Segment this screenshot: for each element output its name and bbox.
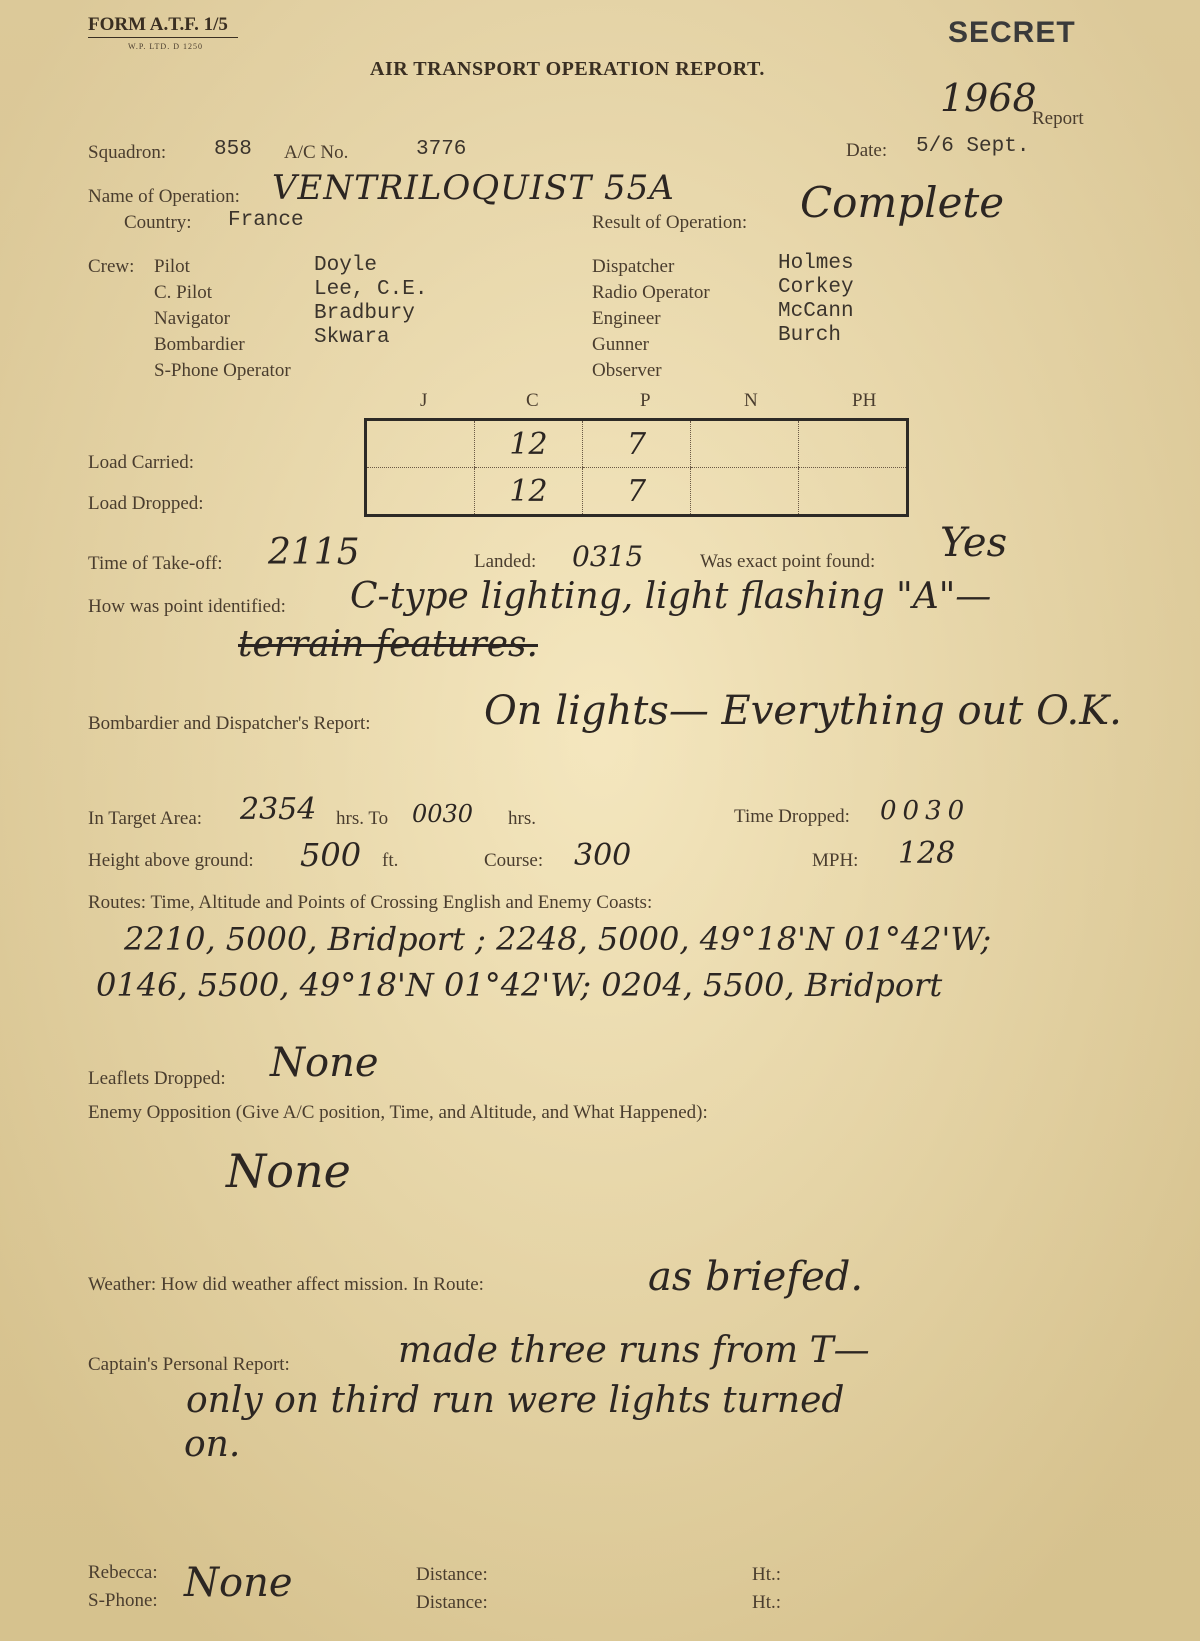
printer-code: W.P. LTD. D 1250 <box>128 42 203 51</box>
load-dropped-row <box>367 468 906 515</box>
sphone-ht-label: Ht.: <box>752 1592 782 1613</box>
load-cell <box>799 421 907 468</box>
enemy-opposition-value: None <box>226 1144 351 1198</box>
takeoff-value: 2115 <box>268 532 360 573</box>
rebecca-ht-label: Ht.: <box>752 1564 782 1585</box>
hrs-label: hrs. <box>508 808 536 829</box>
height-value: 500 <box>300 836 362 874</box>
bombardier-report-value: On lights— Everything out O.K. <box>484 688 1122 734</box>
routes-line1: 2210, 5000, Bridport ; 2248, 5000, 49°18'N 01°42'W; <box>124 920 992 958</box>
enemy-opposition-label: Enemy Opposition (Give A/C position, Time, and Altitude, and What Happened): <box>88 1102 708 1123</box>
crew-role: Dispatcher <box>592 256 675 277</box>
crew-name: Lee, C.E. <box>314 278 428 301</box>
crew-role: C. Pilot <box>154 282 213 303</box>
rebecca-label: Rebecca: <box>88 1562 158 1583</box>
squadron-value: 858 <box>214 138 252 161</box>
crew-name: Doyle <box>314 254 378 277</box>
report-number: 1968 <box>940 76 1037 120</box>
takeoff-label: Time of Take-off: <box>88 553 223 574</box>
leaflets-label: Leaflets Dropped: <box>88 1068 226 1089</box>
exact-point-label: Was exact point found: <box>700 551 876 572</box>
sphone-label: S-Phone: <box>88 1590 158 1611</box>
exact-point-value: Yes <box>940 520 1008 566</box>
squadron-label: Squadron: <box>88 142 167 163</box>
hrs-to-label: hrs. To <box>336 808 389 829</box>
load-column-header: C <box>526 390 539 411</box>
form-id-rule <box>88 37 238 38</box>
load-column-header: PH <box>852 390 877 411</box>
load-cell: 12 <box>475 468 583 515</box>
course-value: 300 <box>574 838 632 873</box>
crew-label: Crew: <box>88 256 135 277</box>
load-carried-row <box>367 421 906 468</box>
crew-name: McCann <box>778 300 854 323</box>
identified-value-line2: terrain features. <box>238 624 538 665</box>
crew-role: Radio Operator <box>592 282 710 303</box>
ac-label: A/C No. <box>284 142 349 163</box>
crew-role: S-Phone Operator <box>154 360 291 381</box>
identified-value-line1: C-type lighting, light flashing "A"— <box>350 576 992 617</box>
height-label: Height above ground: <box>88 850 254 871</box>
date-value: 5/6 Sept. <box>916 135 1030 158</box>
captain-report-line2: only on third run were lights turned <box>186 1380 845 1421</box>
leaflets-value: None <box>270 1040 379 1086</box>
target-to-value: 0030 <box>412 800 474 828</box>
mph-label: MPH: <box>812 850 859 871</box>
operation-label: Name of Operation: <box>88 186 240 207</box>
classification-stamp: SECRET <box>948 16 1076 49</box>
captain-report-label: Captain's Personal Report: <box>88 1354 290 1375</box>
load-dropped-label: Load Dropped: <box>88 493 204 514</box>
date-label: Date: <box>846 140 888 161</box>
time-dropped-value: 0030 <box>880 796 971 826</box>
landed-label: Landed: <box>474 551 537 572</box>
report-title: AIR TRANSPORT OPERATION REPORT. <box>370 58 765 80</box>
crew-role: Navigator <box>154 308 230 329</box>
operation-value: VENTRILOQUIST 55A <box>272 168 675 208</box>
crew-name: Holmes <box>778 252 854 275</box>
time-dropped-label: Time Dropped: <box>734 806 850 827</box>
landed-value: 0315 <box>572 540 644 573</box>
course-label: Course: <box>484 850 544 871</box>
load-carried-label: Load Carried: <box>88 452 195 473</box>
captain-report-line3: on. <box>184 1424 241 1465</box>
routes-label: Routes: Time, Altitude and Points of Crossing English and Enemy Coasts: <box>88 892 653 913</box>
load-column-header: P <box>640 390 651 411</box>
bombardier-report-label: Bombardier and Dispatcher's Report: <box>88 713 371 734</box>
load-cell <box>367 468 475 515</box>
country-value: France <box>228 209 304 232</box>
routes-line2: 0146, 5500, 49°18'N 01°42'W; 0204, 5500, Bridport <box>96 966 943 1004</box>
crew-role: Gunner <box>592 334 649 355</box>
report-label: Report <box>1032 108 1084 129</box>
weather-label: Weather: How did weather affect mission. In Route: <box>88 1274 484 1295</box>
load-cell: 7 <box>583 421 691 468</box>
load-cell <box>691 421 799 468</box>
target-area-label: In Target Area: <box>88 808 203 829</box>
crew-role: Observer <box>592 360 662 381</box>
mph-value: 128 <box>898 836 956 871</box>
crew-role: Pilot <box>154 256 190 277</box>
load-cell <box>367 421 475 468</box>
load-column-header: J <box>420 390 428 411</box>
ac-value: 3776 <box>416 138 467 161</box>
load-cell <box>691 468 799 515</box>
load-cell: 12 <box>475 421 583 468</box>
form-id: FORM A.T.F. 1/5 <box>88 14 228 35</box>
sphone-distance-label: Distance: <box>416 1592 488 1613</box>
load-table <box>364 418 909 517</box>
crew-name: Burch <box>778 324 842 347</box>
crew-role: Bombardier <box>154 334 245 355</box>
captain-report-line1: made three runs from T— <box>398 1330 870 1371</box>
load-column-header: N <box>744 390 758 411</box>
result-label: Result of Operation: <box>592 212 748 233</box>
rebecca-sphone-value: None <box>184 1560 293 1606</box>
crew-name: Bradbury <box>314 302 415 325</box>
country-label: Country: <box>124 212 192 233</box>
target-from-value: 2354 <box>240 792 317 827</box>
result-value: Complete <box>800 178 1005 227</box>
crew-name: Corkey <box>778 276 854 299</box>
crew-name: Skwara <box>314 326 390 349</box>
ft-label: ft. <box>382 850 399 871</box>
load-cell: 7 <box>583 468 691 515</box>
identified-label: How was point identified: <box>88 596 286 617</box>
crew-role: Engineer <box>592 308 661 329</box>
weather-value: as briefed. <box>648 1254 864 1300</box>
rebecca-distance-label: Distance: <box>416 1564 488 1585</box>
load-cell <box>799 468 907 515</box>
